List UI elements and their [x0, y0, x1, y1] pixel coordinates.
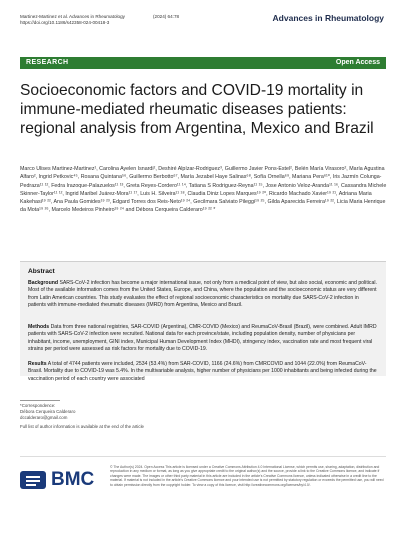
author-info-note: Full list of author information is available at the end of the article [20, 424, 144, 429]
abstract-methods [28, 324, 378, 353]
author-list: Marco Ulises Martinez-Martinez¹, Carolina Ayelen Isnardi², Deshiré Alpízar-Rodriguez³, Guillermo Javier Pons-Estel², Belén María Virasoro², María Agustina Alfaro², Ingrid Petkovic⁴⁵, Rosana Quintana⁵⁶, Guillermo Berbotto⁶⁷, María Jezabel Haye Salinas⁶⁸, Sofía Ornella⁶⁹, Mariana Pera⁶¹⁰, Iris Jazmín Colunga-Pedraza¹¹ ¹², Fedra Irazoque-Palazuelos¹¹ ¹³, Greta Reyes-Cordero¹¹ ¹⁴, Tatiana S Rodriguez-Reyna¹¹ ¹⁵, Jose Antonio Veloz-Aranda¹¹ ¹⁶, Cassandra Michele Skinner-Taylor¹¹ ¹², Ingrid Maribel Juárez-Mora¹¹ ¹⁷, Luis H. Silveira¹¹ ¹⁸, Claudia Diniz Lopes Marques¹⁹ ²⁰, Ricardo Machado Xavier¹⁹ ²¹, Adriana Maria Kakehasi¹⁹ ²², Ana Paula Gomides¹⁹ ²³, Edgard Torres dos Reis-Neto¹⁹ ²⁴, Gecilmara Salviato Pileggi¹⁹ ²⁵, Gilda Aparecida Ferreira¹⁹ ²², Licia Maria Henrique da Mota¹⁹ ²⁶, Marcelo Medeiros Pinheiro¹⁹ ²⁴ and Débora Cerqueira Calderaro¹⁹ ²² * [20, 166, 387, 214]
article-title: Socioeconomic factors and COVID-19 mortality in immune-mediated rheumatic diseases patients: regional analysis from Argentina, Mexico and Brazil [20, 82, 374, 137]
article-type: RESEARCH [26, 59, 69, 66]
abstract-results [28, 361, 378, 383]
citation-year: (2024) 64:78 [153, 14, 180, 19]
article-type-banner [20, 57, 386, 69]
correspondence [20, 403, 75, 420]
footer-divider [20, 456, 386, 457]
methods-text: Data from three national registries, SAR-COVID (Argentina), CMR-COVID (Mexico) and ReumaCoV-Brasil (Brazil), were combined. Adult IMRD patients with SARS-CoV-2 infection were recruited. National data for each province/state, including population density, number of physicians per inhabitant, income, unemployment, GINI index, Municipal Human Development Index (MHDI), stringency index, vaccination rate and most frequent viral strains per period were assessed as risk factors for mortality due to COVID-19. [28, 324, 377, 352]
license-text: © The Author(s) 2024. Open Access This article is licensed under a Creative Commons Attribution 4.0 International License, which permits use, sharing, adaptation, distribution and reproduction in any medium or format, as long as you give appropriate credit to the original author(s) and the source, provide a link to the Creative Commons licence, and indicate if changes were made. The images or other third party material in this article are included in the article's Creative Commons licence, unless indicated otherwise in a credit line to the material. If material is not included in the article's Creative Commons licence and your intended use is not permitted by statutory regulation or exceeds the permitted use, you will need to obtain permission directly from the copyright holder. To view a copy of this licence, visit http://creativecommons.org/licenses/by/4.0/. [110, 465, 384, 487]
background-text: SARS-CoV-2 infection has become a major international issue, not only from a medical point of view, but also social, economic and political. Most of the available information comes from the United States, Europe, and China, where the population and the socioeconomic status are very different from Latin American countries. This study evaluates the effect of regional socioeconomic characteristics on mortality due SARS-CoV-2 infection in patients with immune-mediated rheumatic diseases (IMRD) from Argentina, Mexico and Brazil. [28, 280, 377, 308]
abstract-box [20, 261, 386, 382]
publisher-logo: BMC [51, 469, 95, 490]
abstract-background [28, 280, 378, 309]
methods-label: Methods [28, 324, 50, 330]
correspondence-name: Débora Cerqueira Calderaro [20, 408, 76, 414]
footnote-divider [20, 400, 60, 401]
citation-authors: Martinez-Martinez et al. Advances in Rheumatology [20, 14, 125, 19]
citation [20, 14, 125, 26]
background-label: Background [28, 280, 58, 286]
results-label: Results [28, 361, 47, 367]
correspondence-label: *Correspondence: [20, 403, 56, 408]
abstract-heading: Abstract [28, 268, 55, 275]
doi-link[interactable]: https://doi.org/10.1186/s42358-024-00418-3 [20, 20, 110, 25]
results-text: A total of 4744 patients were included, 2534 (53.4%) from SAR-COVID, 1166 (24.6%) from CMRCOVID and 1044 (22.0%) from ReumaCoV-Brasil. Mortality due to COVID-19 was 5.4%. In the multivariable analysis, higher number of physicians per 1000 inhabitants and being infected during the vaccination period of each country were associated [28, 361, 377, 382]
correspondence-email[interactable]: dccalderaro@gmail.com [20, 414, 68, 420]
journal-name: Advances in Rheumatology [272, 13, 384, 23]
open-access-label: Open Access [335, 59, 380, 66]
